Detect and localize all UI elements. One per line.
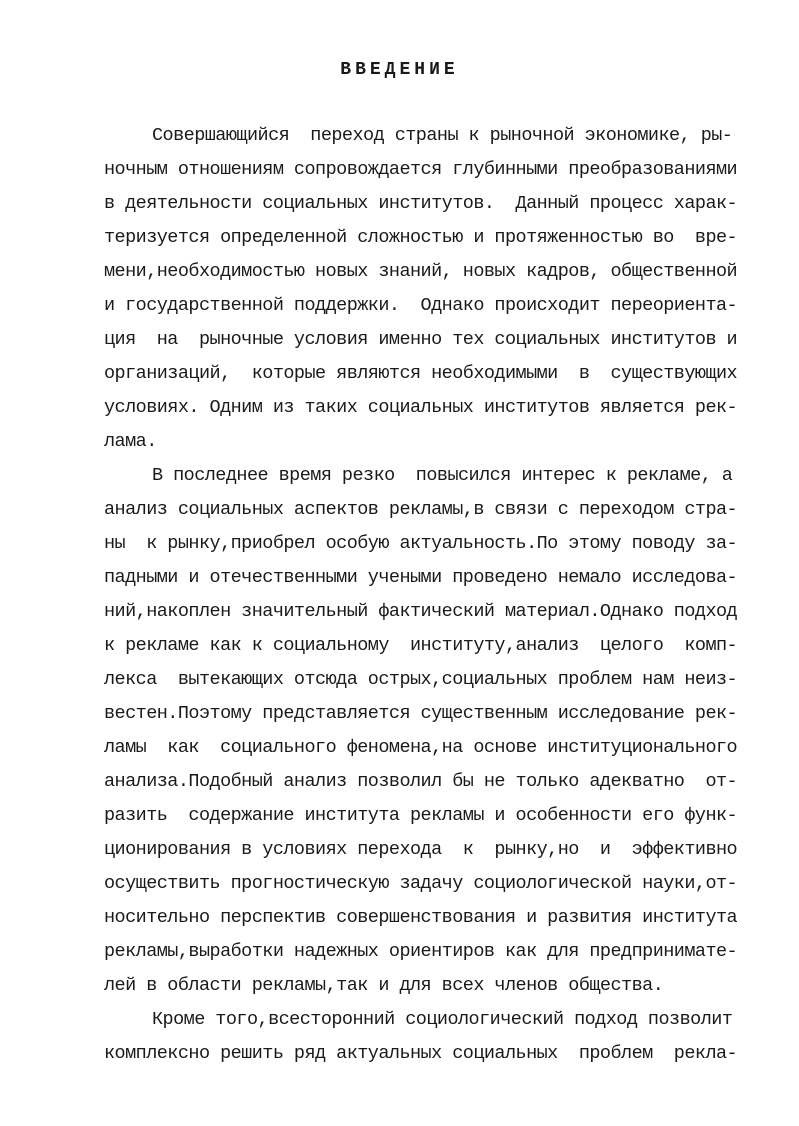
- text-line: ционирования в условиях перехода к рынку,но и эффективно: [104, 839, 738, 860]
- text-line: анализа.Подобный анализ позволил бы не только адекватно от-: [104, 771, 738, 792]
- text-line: ний,накоплен значительный фактический материал.Однако подход: [104, 601, 738, 622]
- text-line: носительно перспектив совершенствования и развития института: [104, 907, 738, 928]
- text-line: ция на рыночные условия именно тех социальных институтов и: [104, 329, 738, 350]
- text-line: вестен.Поэтому представляется существенным исследование рек-: [104, 703, 738, 724]
- text-line: ночным отношениям сопровождается глубинными преобразованиями: [104, 159, 738, 180]
- text-line: лекса вытекающих отсюда острых,социальных проблем нам неиз-: [104, 669, 738, 690]
- text-line: мени,необходимостью новых знаний, новых кадров, общественной: [104, 261, 738, 282]
- text-line: теризуется определенной сложностью и протяженностью во вре-: [104, 227, 738, 248]
- text-line: лама.: [104, 431, 157, 452]
- text-line: Кроме того,всесторонний социологический подход позволит: [152, 1009, 733, 1030]
- text-line: В последнее время резко повысился интерес к рекламе, а: [152, 465, 733, 486]
- text-line: комплексно решить ряд актуальных социальных проблем рекла-: [104, 1043, 738, 1064]
- text-line: организаций, которые являются необходимыми в существующих: [104, 363, 738, 384]
- text-line: анализ социальных аспектов рекламы,в связи с переходом стра-: [104, 499, 738, 520]
- text-line: Совершающийся переход страны к рыночной экономике, ры-: [152, 125, 733, 146]
- text-line: лей в области рекламы,так и для всех членов общества.: [104, 975, 664, 996]
- text-line: условиях. Одним из таких социальных институтов является рек-: [104, 397, 738, 418]
- text-line: падными и отечественными учеными проведено немало исследова-: [104, 567, 738, 588]
- text-line: разить содержание института рекламы и особенности его функ-: [104, 805, 738, 826]
- text-line: к рекламе как к социальному институту,анализ целого комп-: [104, 635, 738, 656]
- text-line: и государственной поддержки. Однако происходит переориента-: [104, 295, 738, 316]
- text-line: ны к рынку,приобрел особую актуальность.По этому поводу за-: [104, 533, 738, 554]
- text-line: в деятельности социальных институтов. Данный процесс харак-: [104, 193, 738, 214]
- text-line: рекламы,выработки надежных ориентиров как для предпринимате-: [104, 941, 738, 962]
- text-line: ламы как социального феномена,на основе институционального: [104, 737, 738, 758]
- page-title: ВВЕДЕНИЕ: [340, 60, 459, 80]
- text-line: осуществить прогностическую задачу социологической науки,от-: [104, 873, 738, 894]
